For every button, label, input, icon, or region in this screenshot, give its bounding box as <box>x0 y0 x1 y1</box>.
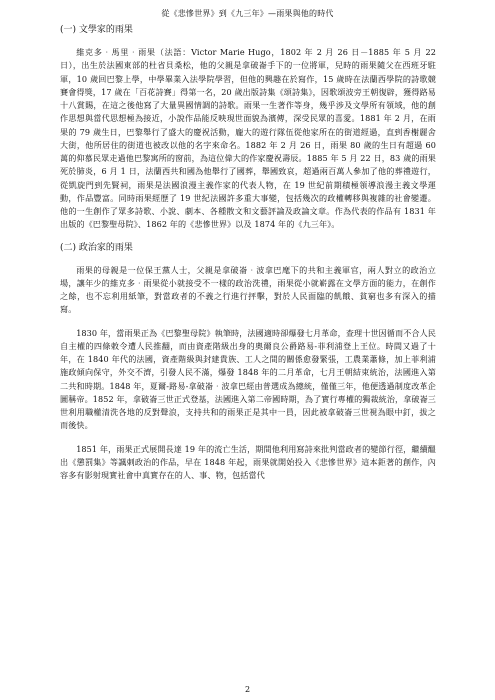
page-content <box>60 24 436 482</box>
running-header: 從《悲慘世界》到《九三年》—雨果與他的時代 <box>161 9 334 18</box>
section-title-political: (二) 政治家的雨果 <box>60 242 133 253</box>
paragraph: 1830 年，當雨果正為《巴黎聖母院》執筆時，法國適時卻爆發七月革命，查理十世因循而不合人民自主權的四條敕令遭人民推翻，而由資產階級出身的奧爾良公爵路易-菲利浦登上王位。時間又過了十年，在 1840 年代的法國，資產階級與封建貴族、工人之間的關係愈發緊張，工農業蕭條，加上菲利浦施政傾向保守，外交不濟，引發人民不滿，爆發 1848 年的二月革命，七月王朝結束統治，法國進入第二共和時期。1848 年，夏爾-路易-拿破崙‧波拿巴經由普選成為總統，僅僅三年，他便透過制度改革企圖稱帝。1852 年，拿破崙三世正式登基，法國進入第二帝國時期，為了實行專權的獨裁統治，拿破崙三世利用職權清洗各地的反對聲浪，支持共和的雨果正是其中一員，因此被拿破崙三世視為眼中釘，拔之而後快。 <box>60 327 437 431</box>
section-title-literary: (一) 文學家的雨果 <box>60 25 133 35</box>
paragraph: 雨果的母親是一位保王黨人士，父親是拿破崙‧波拿巴麾下的共和主義軍官，兩人對立的政治立場，讓年少的維克多‧雨果從小就接受不一樣的政治洗禮，雨果從小就嶄露在文學方面的能力，在創作之餘，也不忘利用紙筆，對當政者的不義之行進行抨擊，對於人民面臨的飢餓、貧窮也多有深入的描寫。 <box>60 264 436 315</box>
paragraph: 維克多‧馬里‧雨果（法語：Victor Marie Hugo，1802 年 2 月 26 日－1885 年 5 月 22 日），出生於法國東部的杜省貝桑松，他的父親是拿破崙手下的一位將軍，兒時的雨果隨父在西班牙駐軍，10 歲回巴黎上學，中學畢業入法學院學習，但他的興趣在於寫作，15 歲時在法蘭西學院的詩歌競賽會得獎，17 歲在「百花詩賽」得第一名，20 歲出版詩集《頌詩集》，因歌頌波旁王朝復辟，獲得路易十八賞賜，在這之後他寫了大量異國情調的詩歌。雨果一生著作等身，幾乎涉及文學所有領域，他的創作思想與當代思想極為接近，小說作品能反映現世面貌為濱傳，深受民眾的喜愛。1881 年 2 月，在雨果的 79 歲生日，巴黎舉行了盛大的慶祝活動，龐大的遊行隊伍從他家所在的街道經過，直到香榭麗舍大街，他所居住的街道也被改以他的名字來命名。1882 年 2 月 26 日，雨果 80 歲的生日有超過 60 萬的仰慕民眾走過他巴黎寓所的窗前，為這位偉大的作家慶祝壽辰。1885 年 5 月 22 日，83 歲的雨果死於肺炎，6 月 1 日，法蘭西共和國為他舉行了國葬，舉國致哀，超過兩百萬人參加了他的葬禮遊行，從凱旋門到先賢祠，雨果是法國浪漫主義作家的代表人物，在 19 世紀前期積極領導浪漫主義文學運動，作品豐富。同時雨果經歷了 19 世紀法國許多重大事變，包括幾次的政權轉移與複雜的社會變遷。他的一生創作了眾多詩歌、小說、劇本、各種散文和文藝評論及政論文章。作為代表的作品有 1831 年出版的《巴黎聖母院》、1862 年的《悲慘世界》以及 1874 年的《九三年》。 <box>60 47 436 230</box>
paragraph: 1851 年，雨果正式展開長達 19 年的流亡生活，期間他利用寫詩來批判當政者的變節行徑，繼續醞出《懲罰集》等諷刺政治的作品，早在 1848 年起，雨果就開始投入《悲慘世界》這本鉅著的創作，內容多有影射現實社會中真實存在的人、事、物，包括當代 <box>60 443 436 480</box>
page-number: 2 <box>244 685 251 694</box>
